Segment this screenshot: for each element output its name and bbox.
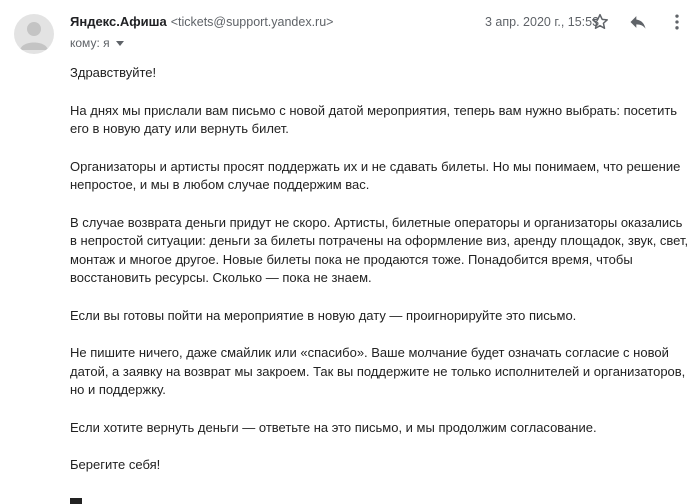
email-body [70,64,690,494]
body-paragraph: Не пишите ничего, даже смайлик или «спасибо». Ваше молчание будет означать согласие с новой датой, а заявку на возврат мы закроем. Так вы поддержите не только исполнителей и организаторов, но и поддержку. [70,345,686,397]
recipient-label: кому: я [70,36,110,50]
recipient-details[interactable] [70,36,124,50]
sign-off: Берегите себя! [70,457,161,472]
body-paragraph: На днях мы прислали вам письмо с новой датой мероприятия, теперь вам нужно выбрать: посетить его в новую дату или вернуть билет. [70,102,678,136]
sender-avatar[interactable] [14,14,54,54]
more-vert-icon [667,12,687,32]
email-header [0,0,700,56]
reply-icon [628,12,648,32]
star-icon [590,12,610,32]
sender-line [70,14,333,29]
body-paragraph: Если вы готовы пойти на мероприятие в новую дату — проигнорируйте это письмо. [70,307,577,323]
body-paragraph: Если хотите вернуть деньги — ответьте на это письмо, и мы продолжим согласование. [70,419,597,435]
sender-email: <tickets@support.yandex.ru> [170,15,334,29]
chevron-down-icon [116,41,124,46]
reply-button[interactable] [626,10,650,34]
person-icon [14,14,54,54]
greeting: Здравствуйте! [70,65,157,80]
sender-name[interactable]: Яндекс.Афиша [70,14,167,29]
body-paragraph: В случае возврата деньги придут не скоро. Артисты, билетные операторы и организаторы оказались в непростой ситуации: деньги за билеты потрачены на оформление виз, аренду площадок, звук, свет, монтаж и многое другое. Новые билеты пока не продаются тоже. Понадобится время, чтобы восстановить ресурсы. Сколько — пока не знаем. [70,214,689,285]
body-paragraph: Организаторы и артисты просят поддержать их и не сдавать билеты. Но мы понимаем, что решение непростое, и мы в любом случае поддержим вас. [70,158,681,192]
clipped-text-fragment [70,498,82,504]
star-button[interactable] [588,10,612,34]
email-date: 3 апр. 2020 г., 15:53 [485,15,600,29]
more-options-button[interactable] [665,10,689,34]
